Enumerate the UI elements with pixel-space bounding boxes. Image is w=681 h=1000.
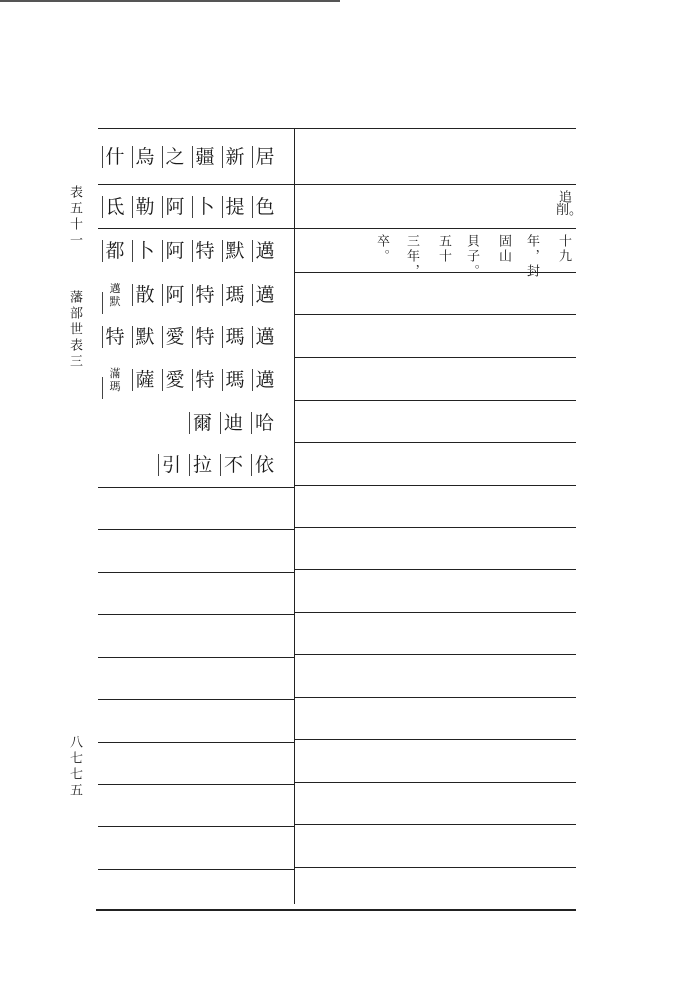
- name-char-double: 滿 瑪: [100, 367, 130, 393]
- name-char: 烏: [130, 136, 160, 178]
- name-char: 邁: [250, 274, 280, 316]
- name-char: 疆: [190, 136, 220, 178]
- name-char: 阿: [160, 230, 190, 272]
- name-row: [100, 316, 292, 358]
- left-row-rule: [98, 529, 294, 530]
- name-row: [100, 274, 292, 316]
- note-text: 卒。: [374, 234, 389, 264]
- right-row-rule: [295, 314, 576, 315]
- right-row-rule: [295, 867, 576, 868]
- name-char: 依: [249, 444, 280, 486]
- note-text: 固山: [496, 234, 511, 264]
- name-row: [100, 402, 292, 444]
- name-row: [100, 230, 292, 272]
- left-row-rule: [98, 699, 294, 700]
- table-top-rule: [98, 128, 576, 129]
- name-char: 邁: [250, 359, 280, 401]
- name-char: 都: [100, 230, 130, 272]
- right-row-rule: [295, 824, 576, 825]
- right-row-rule: [295, 400, 576, 401]
- right-row-rule: [295, 612, 576, 613]
- top-border-rule: [0, 0, 340, 2]
- note-text: 十九: [556, 234, 571, 264]
- right-row-rule: [295, 228, 576, 229]
- name-row: [100, 136, 292, 178]
- name-char-double: 邁 默: [100, 282, 130, 308]
- table-bottom-rule: [96, 909, 576, 911]
- name-char: 特: [190, 359, 220, 401]
- right-row-rule: [295, 739, 576, 740]
- right-row-rule: [295, 184, 576, 185]
- left-row-rule: [98, 784, 294, 785]
- name-char: 愛: [160, 359, 190, 401]
- name-char: 瑪: [220, 359, 250, 401]
- name-char: 哈: [249, 402, 280, 444]
- right-row-rule: [295, 697, 576, 698]
- name-char: 勒: [130, 186, 160, 228]
- name-char: 居: [250, 136, 280, 178]
- left-row-rule: [98, 614, 294, 615]
- name-char: 瑪: [220, 274, 250, 316]
- name-char: 氐: [100, 186, 130, 228]
- name-char: 默: [130, 316, 160, 358]
- table-number: 表五十一: [67, 185, 82, 249]
- left-row-rule: [98, 826, 294, 827]
- name-char: 卜: [130, 230, 160, 272]
- right-row-rule: [295, 782, 576, 783]
- left-row-rule: [98, 184, 294, 185]
- note-text: 五十: [436, 234, 451, 264]
- right-row-rule: [295, 654, 576, 655]
- name-char: 愛: [160, 316, 190, 358]
- name-char: 引: [156, 444, 187, 486]
- left-row-rule: [98, 657, 294, 658]
- name-row: [100, 186, 292, 228]
- name-char: 薩: [130, 359, 160, 401]
- name-char: 邁: [250, 316, 280, 358]
- name-char: 阿: [160, 186, 190, 228]
- right-row-rule: [295, 357, 576, 358]
- right-row-rule: [295, 485, 576, 486]
- name-char: 散: [130, 274, 160, 316]
- column-divider: [294, 128, 295, 904]
- name-char: 色: [250, 186, 280, 228]
- right-row-rule: [295, 527, 576, 528]
- name-char: 阿: [160, 274, 190, 316]
- name-row: [100, 444, 292, 486]
- name-char: 特: [190, 316, 220, 358]
- left-row-rule: [98, 742, 294, 743]
- name-char: 特: [190, 274, 220, 316]
- name-char: 卜: [190, 186, 220, 228]
- note-text: 三年，: [404, 234, 419, 279]
- name-row: [100, 359, 292, 401]
- right-row-rule: [295, 569, 576, 570]
- name-char: 爾: [187, 402, 218, 444]
- name-char: 特: [190, 230, 220, 272]
- name-char: 拉: [187, 444, 218, 486]
- left-row-rule: [98, 228, 294, 229]
- name-char: 瑪: [220, 316, 250, 358]
- left-row-rule: [98, 869, 294, 870]
- name-char: 不: [218, 444, 249, 486]
- name-char: 之: [160, 136, 190, 178]
- name-char: 新: [220, 136, 250, 178]
- note-text: 年，封: [524, 234, 539, 279]
- section-title: 藩部世表三: [67, 290, 82, 370]
- note-text: 追: [556, 190, 571, 205]
- name-char: 特: [100, 316, 130, 358]
- name-char: 迪: [218, 402, 249, 444]
- left-row-rule: [98, 487, 294, 488]
- name-char: 默: [220, 230, 250, 272]
- right-row-rule: [295, 442, 576, 443]
- name-char: 提: [220, 186, 250, 228]
- name-char: 邁: [250, 230, 280, 272]
- name-char: 什: [100, 136, 130, 178]
- left-row-rule: [98, 572, 294, 573]
- page-number: 八七七五: [67, 735, 82, 799]
- note-text: 貝子。: [464, 234, 479, 279]
- note-text: 削。: [556, 203, 583, 218]
